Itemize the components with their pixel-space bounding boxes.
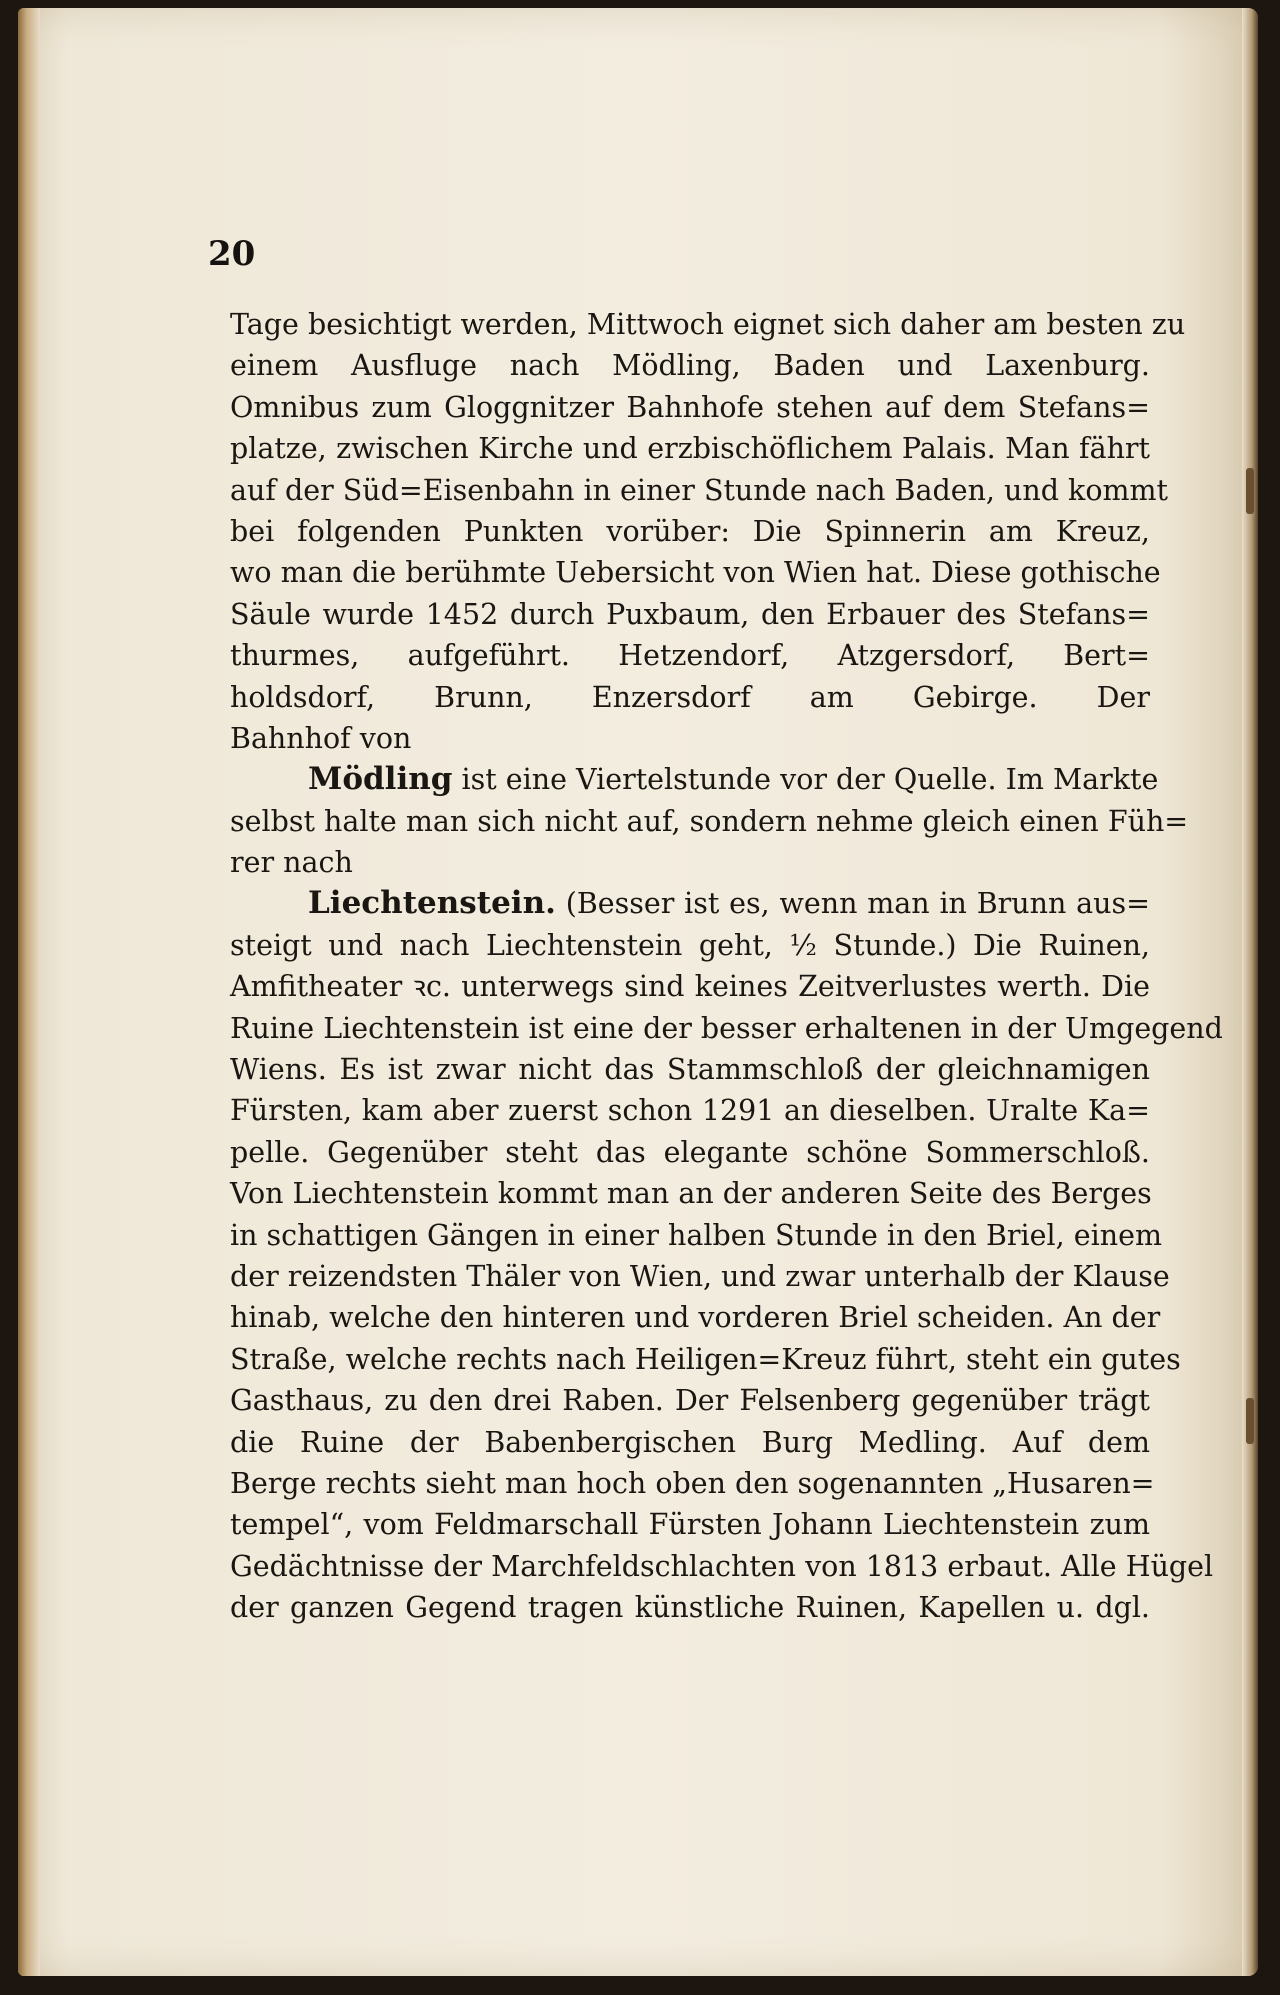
text-line: rer nach: [230, 846, 353, 880]
text-line: hinab, welche den hinteren und vorderen Briel scheiden. An der: [230, 1301, 1161, 1335]
binding-tab: [1246, 468, 1254, 514]
text-line: Amfitheater ꝛc. unterwegs sind keines Zeitverlustes werth. Die: [230, 970, 1150, 1004]
text-line: holdsdorf, Brunn, Enzersdorf am Gebirge. Der: [230, 680, 1150, 714]
text-line: platze, zwischen Kirche und erzbischöflichem Palais. Man fährt: [230, 432, 1150, 466]
binding-tab: [1246, 1398, 1254, 1444]
text-line: der ganzen Gegend tragen künstliche Ruinen, Kapellen u. dgl.: [230, 1591, 1150, 1625]
heading-moedling: Mödling: [308, 761, 453, 798]
text-line-liechtenstein: [230, 883, 1150, 924]
text-line: pelle. Gegenüber steht das elegante schöne Sommerschloß.: [230, 1135, 1150, 1169]
page-number: 20: [208, 234, 256, 274]
text-line: selbst halte man sich nicht auf, sondern nehme gleich einen Füh=: [230, 804, 1189, 838]
body-text: [230, 304, 1223, 1629]
page-left-edge: [18, 8, 40, 1976]
heading-liechtenstein: Liechtenstein.: [308, 885, 556, 922]
text-line: in schattigen Gängen in einer halben Stunde in den Briel, einem: [230, 1218, 1162, 1252]
text-line: Wiens. Es ist zwar nicht das Stammschloß der gleichnamigen: [230, 1053, 1150, 1087]
text-line: Omnibus zum Gloggnitzer Bahnhofe stehen auf dem Stefans=: [230, 390, 1150, 424]
text-line: auf der Süd=Eisenbahn in einer Stunde nach Baden, und kommt: [230, 473, 1168, 507]
text-line: tempel“, vom Feldmarschall Fürsten Johann Liechtenstein zum: [230, 1508, 1150, 1542]
heading-moedling-rest: ist eine Viertelstunde vor der Quelle. Im Markte: [452, 763, 1159, 797]
text-line: Bahnhof von: [230, 721, 412, 755]
text-line: einem Ausfluge nach Mödling, Baden und Laxenburg.: [230, 349, 1150, 383]
text-line: Berge rechts sieht man hoch oben den sogenannten „Husaren=: [230, 1466, 1155, 1500]
text-line: Fürsten, kam aber zuerst schon 1291 an dieselben. Uralte Ka=: [230, 1094, 1150, 1128]
text-line: steigt und nach Liechtenstein geht, ½ Stunde.) Die Ruinen,: [230, 928, 1150, 962]
heading-liechtenstein-rest: (Besser ist es, wenn man in Brunn aus=: [555, 887, 1150, 921]
text-line: Gedächtnisse der Marchfeldschlachten von 1813 erbaut. Alle Hügel: [230, 1549, 1214, 1583]
text-line: bei folgenden Punkten vorüber: Die Spinnerin am Kreuz,: [230, 514, 1150, 548]
text-line-moedling: [230, 759, 1159, 800]
text-line: Tage besichtigt werden, Mittwoch eignet sich daher am besten zu: [230, 308, 1186, 341]
text-line: Ruine Liechtenstein ist eine der besser erhaltenen in der Umgegend: [230, 1011, 1223, 1045]
text-line: thurmes, aufgeführt. Hetzendorf, Atzgersdorf, Bert=: [230, 639, 1150, 673]
text-line: Gasthaus, zu den drei Raben. Der Felsenberg gegenüber trägt: [230, 1384, 1150, 1418]
text-line: Straße, welche rechts nach Heiligen=Kreuz führt, steht ein gutes: [230, 1342, 1181, 1376]
text-line: Säule wurde 1452 durch Puxbaum, den Erbauer des Stefans=: [230, 597, 1150, 631]
text-line: der reizendsten Thäler von Wien, und zwar unterhalb der Klause: [230, 1259, 1170, 1293]
text-line: Von Liechtenstein kommt man an der anderen Seite des Berges: [230, 1177, 1152, 1211]
page-right-edge: [1242, 8, 1258, 1976]
book-page: [18, 8, 1258, 1976]
text-line: wo man die berühmte Uebersicht von Wien hat. Diese gothische: [230, 556, 1161, 590]
text-line: die Ruine der Babenbergischen Burg Medling. Auf dem: [230, 1425, 1150, 1459]
